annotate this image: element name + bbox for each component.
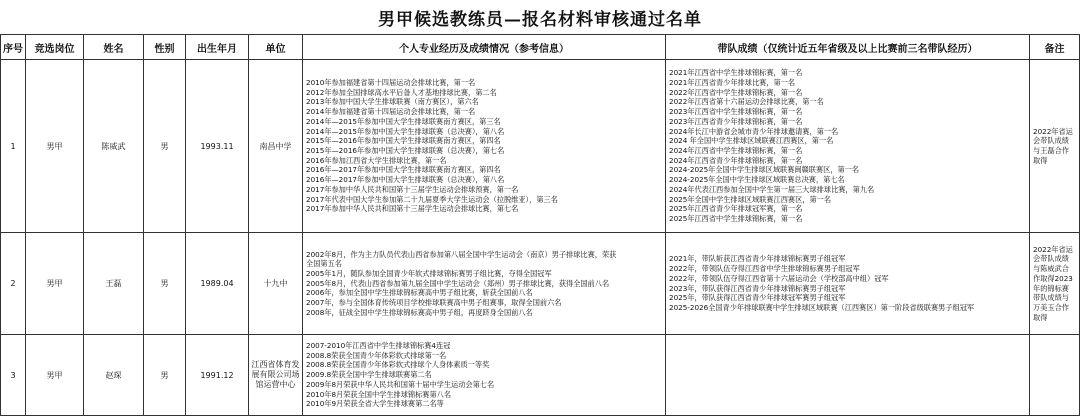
list-item: 2017年代表中国大学生参加第二十九届夏季大学生运动会（拉脱维亚），第三名 (306, 194, 558, 204)
list-item: 2025年全国中学生排球区域联赛江西赛区，第一名 (669, 194, 832, 204)
list-item: 2015年—2016年参加中国大学生排球联赛（总决赛），第七名 (306, 146, 505, 155)
cell-birth: 1989.04 (186, 233, 249, 335)
header-birth: 出生年月 (186, 35, 249, 60)
cell-post: 男甲 (26, 60, 84, 233)
list-item: 2014年—2015年参加中国大学生排球联赛南方赛区，第三名 (306, 116, 501, 126)
list-item: 2023年，带队获得江西省青少年排球锦标赛男子组冠军 (669, 283, 846, 293)
cell-unit: 江西省体育发展有限公司场馆运营中心 (249, 335, 303, 416)
cell-no: 3 (1, 335, 26, 416)
list-item: 2025年江西省中学生排球锦标赛，第一名 (669, 213, 803, 223)
list-item: 2013年参加中国大学生排球联赛（南方赛区），第六名 (306, 97, 479, 107)
list-item: 2024-2025年全国中学生排球区域联赛总决赛，第七名 (669, 175, 845, 185)
list-item: 2007年，参与全国体育传统项目学校排球联赛高中男子组赛事，取得全国前六名 (306, 298, 562, 308)
list-item: 2008年，征战全国中学生排球锦标赛高中男子组，再度跻身全国前八名 (306, 307, 533, 317)
cell-no: 1 (1, 60, 26, 233)
list-item: 2014年参加福建省第十四届运动会排球比赛，第一名 (306, 107, 476, 117)
list-item: 2016年参加江西省大学生排球比赛，第一名 (306, 155, 447, 165)
table-row (1, 335, 1080, 416)
header-no: 序号 (1, 35, 26, 60)
list-item: 2009.8荣获全国中学生排球联赛第二名 (306, 370, 432, 380)
cell-gender: 男 (144, 233, 186, 335)
list-item: 2017年参加中华人民共和国第十三届学生运动会排球预赛，第一名 (306, 184, 519, 194)
list-item: 2015年—2016年参加中国大学生排球联赛南方赛区，第四名 (306, 136, 501, 146)
header-post: 竞选岗位 (26, 35, 84, 60)
list-item: 2024 年全国中学生排球区域联赛江西赛区，第一名 (669, 136, 834, 146)
cell-team (666, 335, 1030, 416)
list-item: 2023年江西省中学生排球锦标赛，第一名 (669, 107, 803, 117)
header-personal: 个人专业经历及成绩情况（参考信息） (303, 35, 666, 60)
list-item: 2010年参加福建省第十四届运动会排球比赛，第一名 (306, 78, 476, 88)
cell-gender: 男 (144, 60, 186, 233)
cell-birth: 1991.12 (186, 335, 249, 416)
list-item: 2002年8月，作为主力队员代表山西省参加第八届全国中学生运动会（南京）男子排球比赛，荣获 (306, 249, 617, 259)
table-row (1, 60, 1080, 233)
list-item: 2021年江西省青少年排球比赛，第一名 (669, 78, 796, 88)
cell-name: 赵琛 (84, 335, 144, 416)
review-table (0, 34, 1080, 416)
list-item: 2017年参加中华人民共和国第十三届学生运动会排球比赛，第七名 (306, 204, 519, 214)
list-item: 2010年9月荣获全省大学生排球赛第二名等 (306, 399, 444, 409)
list-item: 2005年8月，代表山西省参加第九届全国中学生运动会（郑州）男子排球比赛，获得全国前八名 (306, 278, 610, 288)
cell-post: 男甲 (26, 233, 84, 335)
list-item: 2005年1月，随队参加全国青少年软式排球锦标赛男子组比赛，夺得全国冠军 (306, 268, 552, 278)
list-item: 2022年，带领队伍夺得江西省中学生排球锦标赛男子组冠军 (669, 264, 860, 274)
list-item: 2022年，带领队伍夺得江西省第十六届运动会（学校部高中组）冠军 (669, 273, 889, 283)
cell-team (666, 233, 1030, 335)
list-item: 2025-2026全国青少年排球联赛中学生排球区域联赛（江西赛区）第一阶段省级联赛男子组冠军 (669, 302, 975, 312)
cell-birth: 1993.11 (186, 60, 249, 233)
cell-unit: 南昌中学 (249, 60, 303, 233)
list-item: 2016年—2017年参加中国大学生排球联赛南方赛区，第四名 (306, 165, 501, 175)
list-item: 2008.8荣获全国青少年体彩软式排球第一名 (306, 350, 447, 360)
cell-note: 2022年省运会带队成绩与王磊合作取得 (1030, 60, 1080, 233)
header-unit: 单位 (249, 35, 303, 60)
cell-no: 2 (1, 233, 26, 335)
list-item: 2024-2025年全国中学生排球区域联赛闽赣联赛区，第一名 (669, 165, 860, 175)
cell-personal (303, 60, 666, 233)
list-item: 2014年—2015年参加中国大学生排球联赛（总决赛），第八名 (306, 126, 505, 136)
cell-unit: 十九中 (249, 233, 303, 335)
cell-name: 陈威武 (84, 60, 144, 233)
list-item: 2022年江西省中学生排球锦标赛，第一名 (669, 87, 803, 97)
cell-name: 王磊 (84, 233, 144, 335)
list-item: 2006年，参加全国中学生排球锦标赛高中男子组比赛，斩获全国前八名 (306, 288, 533, 298)
list-item: 2016年—2017年参加中国大学生排球联赛（总决赛），第八名 (306, 175, 505, 185)
table-row (1, 233, 1080, 335)
header-team: 带队成绩（仅统计近五年省级及以上比赛前三名带队经历） (666, 35, 1030, 60)
list-item: 2023年江西省青少年排球锦标赛，第一名 (669, 116, 803, 126)
list-item: 2024年江西省青少年排球锦标赛，第一名 (669, 155, 803, 165)
list-item: 2025年，带队获得江西省青少年排球冠军赛男子组冠军 (669, 293, 846, 303)
list-item: 2021年，带队斩获江西省青少年排球锦标赛男子组冠军 (669, 254, 846, 264)
list-item: 2021年江西省中学生排球锦标赛，第一名 (669, 68, 803, 78)
header-note: 备注 (1030, 35, 1080, 60)
cell-gender: 男 (144, 335, 186, 416)
list-item: 2007-2010年江西省中学生排球锦标赛4连冠 (306, 341, 451, 351)
list-item: 2024年长江中游省会城市青少年排球邀请赛，第一名 (669, 126, 839, 136)
cell-post: 男甲 (26, 335, 84, 416)
list-item: 2012年参加全国排球高水平后备人才基地排球比赛，第二名 (306, 87, 497, 97)
list-item: 全国第五名 (306, 259, 342, 269)
list-item: 2010年8月荣获全国中学生排球锦标赛第八名 (306, 389, 452, 399)
list-item: 2008.8荣获全国青少年体彩软式排球个人身体素质一等奖 (306, 360, 490, 370)
list-item: 2024年代表江西参加全国中学生第一届三大球排球比赛，第九名 (669, 184, 875, 194)
header-gender: 性别 (144, 35, 186, 60)
header-row (1, 35, 1080, 60)
cell-note: 2022年省运会带队成绩与陈威武合作取得2023年的锦标赛带队成绩与万美玉合作取得 (1030, 233, 1080, 335)
document-title: 男甲候选教练员—报名材料审核通过名单 (378, 10, 702, 30)
cell-note (1030, 335, 1080, 416)
cell-personal (303, 335, 666, 416)
list-item: 2025年江西省青少年排球冠军赛，第一名 (669, 204, 803, 214)
cell-personal (303, 233, 666, 335)
cell-team (666, 60, 1030, 233)
list-item: 2024年江西省中学生排球锦标赛，第一名 (669, 146, 803, 155)
list-item: 2022年江西省第十六届运动会排球比赛，第一名 (669, 97, 824, 107)
list-item: 2009年8月荣获中华人民共和国第十届中学生运动会第七名 (306, 379, 495, 389)
header-name: 姓名 (84, 35, 144, 60)
